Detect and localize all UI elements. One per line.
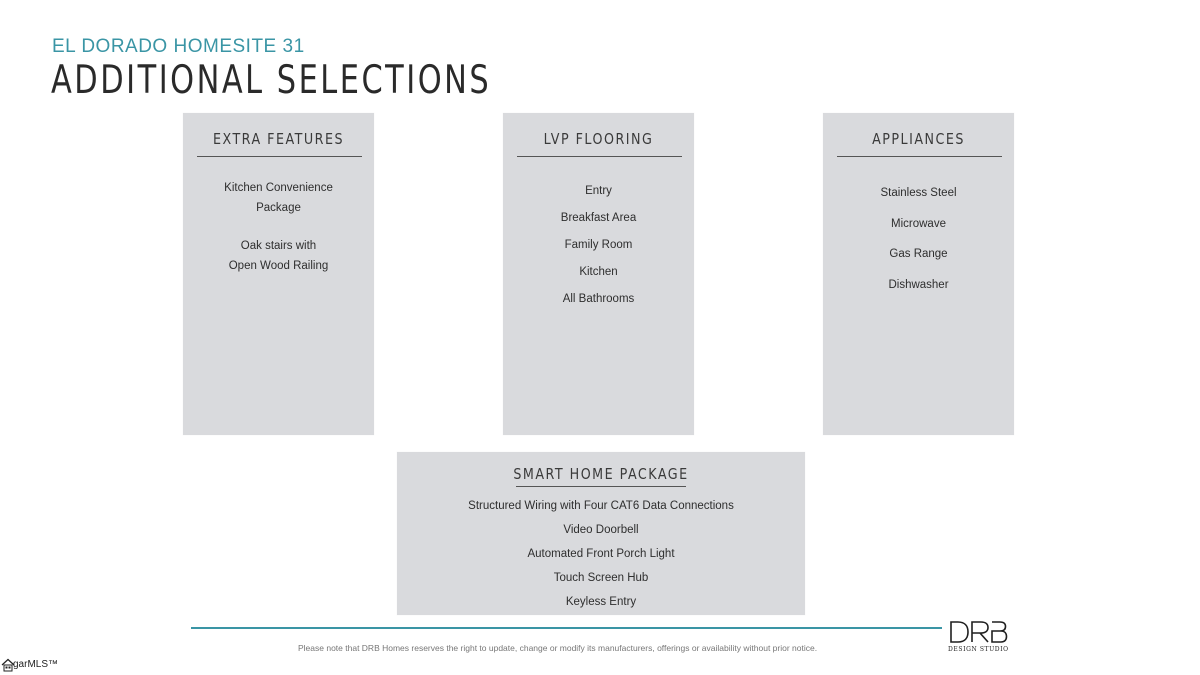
heading-divider	[197, 156, 362, 157]
mls-watermark	[0, 656, 64, 675]
list-item: Oak stairs with	[240, 240, 317, 252]
list-item: Automated Front Porch Light	[527, 548, 675, 560]
panel-heading: LVP FLOORING	[543, 130, 654, 148]
list-item: Entry	[585, 185, 612, 197]
heading-divider	[517, 156, 682, 157]
page-subtitle: EL DORADO HOMESITE 31	[52, 36, 305, 57]
list-item: Gas Range	[889, 248, 948, 260]
list-item: Microwave	[891, 217, 946, 230]
lvp-flooring-panel	[503, 113, 694, 435]
page-title: ADDITIONAL SELECTIONS	[51, 58, 492, 103]
drb-logo-mark	[948, 620, 1008, 644]
list-item: Breakfast Area	[560, 212, 637, 224]
list-item: Touch Screen Hub	[553, 572, 649, 584]
drb-design-studio-logo	[948, 620, 1008, 656]
appliances-panel	[823, 113, 1014, 435]
panel-list	[397, 494, 805, 614]
panel-list	[183, 178, 374, 276]
panel-heading: APPLIANCES	[872, 130, 965, 148]
watermark-text: garMLS™	[13, 659, 59, 670]
list-item: Kitchen Convenience	[224, 182, 333, 194]
disclaimer-text: Please note that DRB Homes reserves the right to update, change or modify its manufacturers, offerings or availability without prior notice.	[298, 643, 818, 653]
list-item: Video Doorbell	[563, 524, 639, 536]
panel-list	[503, 178, 694, 313]
list-item: Stainless Steel	[880, 187, 957, 199]
list-item: Structured Wiring with Four CAT6 Data Connections	[468, 500, 734, 512]
heading-divider	[516, 486, 686, 487]
panel-list	[823, 178, 1014, 300]
panel-heading: SMART HOME PACKAGE	[513, 465, 689, 483]
footer-divider	[191, 627, 942, 629]
logo-subtext: DESIGN STUDIO	[948, 646, 1009, 653]
list-item: Kitchen	[579, 266, 618, 278]
smart-home-package-panel	[397, 452, 805, 615]
list-item: Keyless Entry	[565, 596, 637, 608]
extra-features-panel	[183, 113, 374, 435]
list-item: Dishwasher	[888, 278, 949, 291]
panel-heading: EXTRA FEATURES	[212, 130, 345, 148]
list-item: Open Wood Railing	[228, 260, 329, 272]
list-item: Package	[256, 202, 301, 214]
list-item: Family Room	[564, 239, 633, 251]
list-item: All Bathrooms	[562, 293, 635, 305]
heading-divider	[837, 156, 1002, 157]
